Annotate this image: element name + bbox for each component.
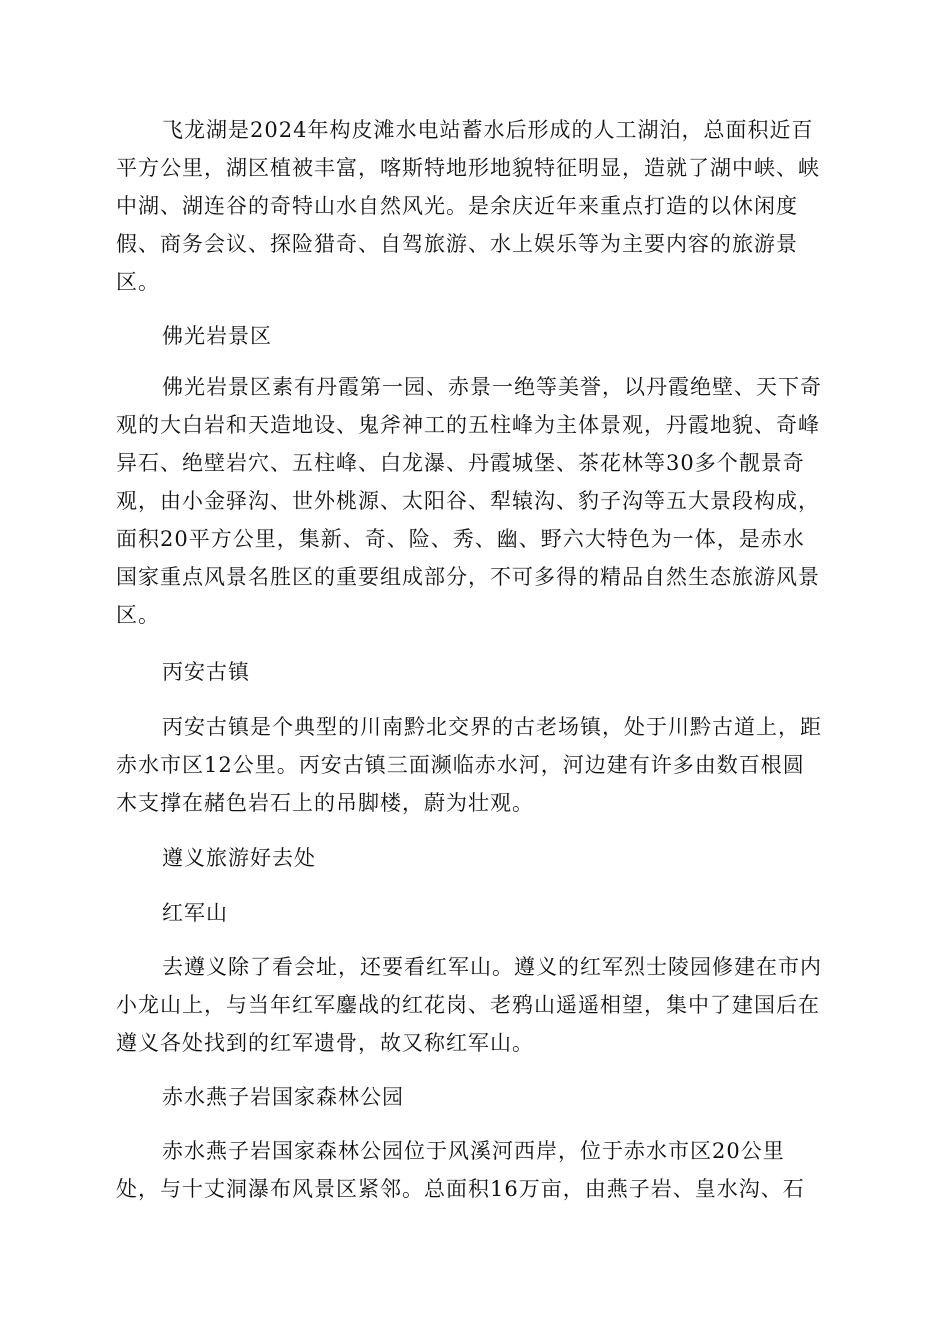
- section-heading-yanziyan: 赤水燕子岩国家森林公园: [162, 1085, 404, 1109]
- text-line: 赤水市区12公里。丙安古镇三面濒临赤水河，河边建有许多由数百根圆: [116, 753, 805, 777]
- section-heading-foguangyan: 佛光岩景区: [162, 324, 272, 348]
- text-line: 佛光岩景区素有丹霞第一园、赤景一绝等美誉，以丹霞绝壁、天下奇: [162, 375, 822, 399]
- paragraph-hongjunshan: [116, 948, 836, 1062]
- text-line: 丙安古镇是个典型的川南黔北交界的古老场镇，处于川黔古道上，距: [162, 715, 822, 739]
- text-line: 去遵义除了看会址，还要看红军山。遵义的红军烈士陵园修建在市内: [162, 955, 822, 979]
- text-line: 遵义各处找到的红军遗骨，故又称红军山。: [116, 1031, 534, 1055]
- paragraph-bingan: [116, 708, 836, 822]
- section-heading-hongjunshan: 红军山: [162, 901, 228, 925]
- section-heading-bingan: 丙安古镇: [162, 660, 250, 684]
- text-line: 异石、绝壁岩穴、五柱峰、白龙瀑、丹霞城堡、茶花林等30多个靓景奇: [116, 451, 805, 475]
- text-line: 木支撑在赭色岩石上的吊脚楼，蔚为壮观。: [116, 791, 534, 815]
- paragraph-feilong-lake: [116, 111, 836, 301]
- paragraph-yanziyan: [116, 1132, 836, 1208]
- text-line: 国家重点风景名胜区的重要组成部分，不可多得的精品自然生态旅游风景: [116, 565, 820, 589]
- text-line: 赤水燕子岩国家森林公园位于风溪河西岸，位于赤水市区20公里: [162, 1139, 785, 1163]
- text-line: 中湖、湖连谷的奇特山水自然风光。是余庆近年来重点打造的以休闲度: [116, 194, 798, 218]
- text-line: 假、商务会议、探险猎奇、自驾旅游、水上娱乐等为主要内容的旅游景: [116, 232, 798, 256]
- text-line: 处，与十丈洞瀑布风景区紧邻。总面积16万亩，由燕子岩、皇水沟、石: [116, 1177, 805, 1201]
- text-line: 观，由小金驿沟、世外桃源、太阳谷、犁辕沟、豹子沟等五大景段构成，: [116, 489, 820, 513]
- text-line: 平方公里，湖区植被丰富，喀斯特地形地貌特征明显，造就了湖中峡、峡: [116, 156, 820, 180]
- text-line: 区。: [116, 270, 160, 294]
- section-heading-zunyi: 遵义旅游好去处: [162, 846, 316, 870]
- text-line: 观的大白岩和天造地设、鬼斧神工的五柱峰为主体景观，丹霞地貌、奇峰: [116, 413, 820, 437]
- text-line: 小龙山上，与当年红军鏖战的红花岗、老鸦山遥遥相望，集中了建国后在: [116, 993, 820, 1017]
- paragraph-foguangyan: [116, 368, 836, 634]
- text-line: 飞龙湖是2024年构皮滩水电站蓄水后形成的人工湖泊，总面积近百: [162, 118, 814, 142]
- text-line: 面积20平方公里，集新、奇、险、秀、幽、野六大特色为一体，是赤水: [116, 527, 805, 551]
- text-line: 区。: [116, 603, 160, 627]
